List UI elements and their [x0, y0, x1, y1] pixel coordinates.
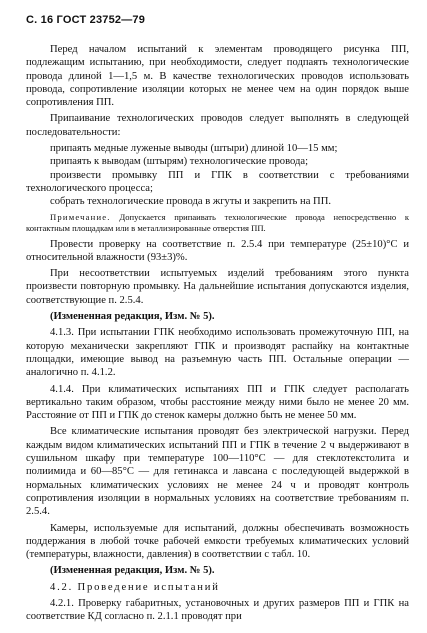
list-item: произвести промывку ПП и ГПК в соответствии с требованиями технологического процесса;: [26, 169, 409, 194]
list-item: припаять к выводам (штырям) технологические провода;: [50, 156, 309, 168]
section-4-2-1: 4.2.1. Проверку габаритных, установочных и других размеров ПП и ГПК на соответствие КД согласно п. 2.1.1 проводят при: [26, 597, 409, 623]
paragraph-tech-wires: Перед началом испытаний к элементам проводящего рисунка ПП, подлежащим испытанию, при необходимости, следует подпаять технологические провода длиной 1—1,5 м. В качестве технологических проводов использовать провода, сопротивление изоляции которых не менее чем на один порядок выше сопротивления ПП.: [26, 44, 409, 109]
section-4-1-4: 4.1.4. При климатических испытаниях ПП и ГПК следует располагать вертикально таким образом, чтобы расстояние между ними было не менее 20 мм. Расстояние от ПП и ГПК до стенок камеры должно быть не менее 50 мм.: [26, 383, 409, 422]
amendment-note: (Измененная редакция, Изм. № 5).: [50, 565, 215, 577]
paragraph-mismatch: При несоответствии испытуемых изделий требованиям этого пункта произвести повторную промывку. На дальнейшие испытания допускаются изделия, соответствующие п. 2.5.4.: [26, 268, 409, 306]
paragraph-chambers: Камеры, используемые для испытаний, должны обеспечивать возможность поддержания в любой точке рабочей емкости требуемых климатических условий (температуры, влажности, давления) в соответствии с табл. 10.: [26, 522, 409, 561]
note-text: Допускается припаивать технологические провода непосредственно к контактным площадкам или в металлизированные отверстия ПП.: [26, 211, 409, 233]
paragraph-check: Провести проверку на соответствие п. 2.5.4 при температуре (25±10)°С и относительной влажности (93±3)%.: [26, 238, 409, 263]
paragraph-climatic: Все климатические испытания проводят без электрической нагрузки. Перед каждым видом климатических испытаний ПП и ГПК в течение 2 ч выдерживают в сушильном шкафу при температуре 100—110°С — для стеклотекстолита и полиимида и 60—85°С — для гетинакса и лавсана с последующей выдержкой в нормальных климатических условиях не менее 24 ч и проводят контроль сопротивления изоляции в нормальных условиях на соответствие требованиям п. 2.5.4.: [26, 426, 409, 518]
list-item: припаять медные луженые выводы (штыри) длиной 10—15 мм;: [50, 143, 338, 155]
page-header: С. 16 ГОСТ 23752—79: [26, 14, 146, 26]
soldering-steps-list: [26, 142, 409, 208]
note: [26, 212, 409, 234]
section-4-2-title: 4.2. Проведение испытаний: [50, 581, 220, 593]
paragraph-soldering-order: Припаивание технологических проводов следует выполнять в следующей последовательности:: [26, 113, 409, 138]
note-label: Примечание.: [50, 211, 111, 222]
list-item: собрать технологические провода в жгуты и закрепить на ПП.: [50, 196, 331, 208]
section-4-1-3: 4.1.3. При испытании ГПК необходимо использовать промежуточную ПП, на которую механически закрепляют ГПК и производят распайку на контактные площадки, имеющие вывод на разъемную часть ПП. Остальные операции — аналогично п. 4.1.2.: [26, 327, 409, 379]
amendment-note: (Измененная редакция, Изм. № 5).: [50, 311, 215, 323]
